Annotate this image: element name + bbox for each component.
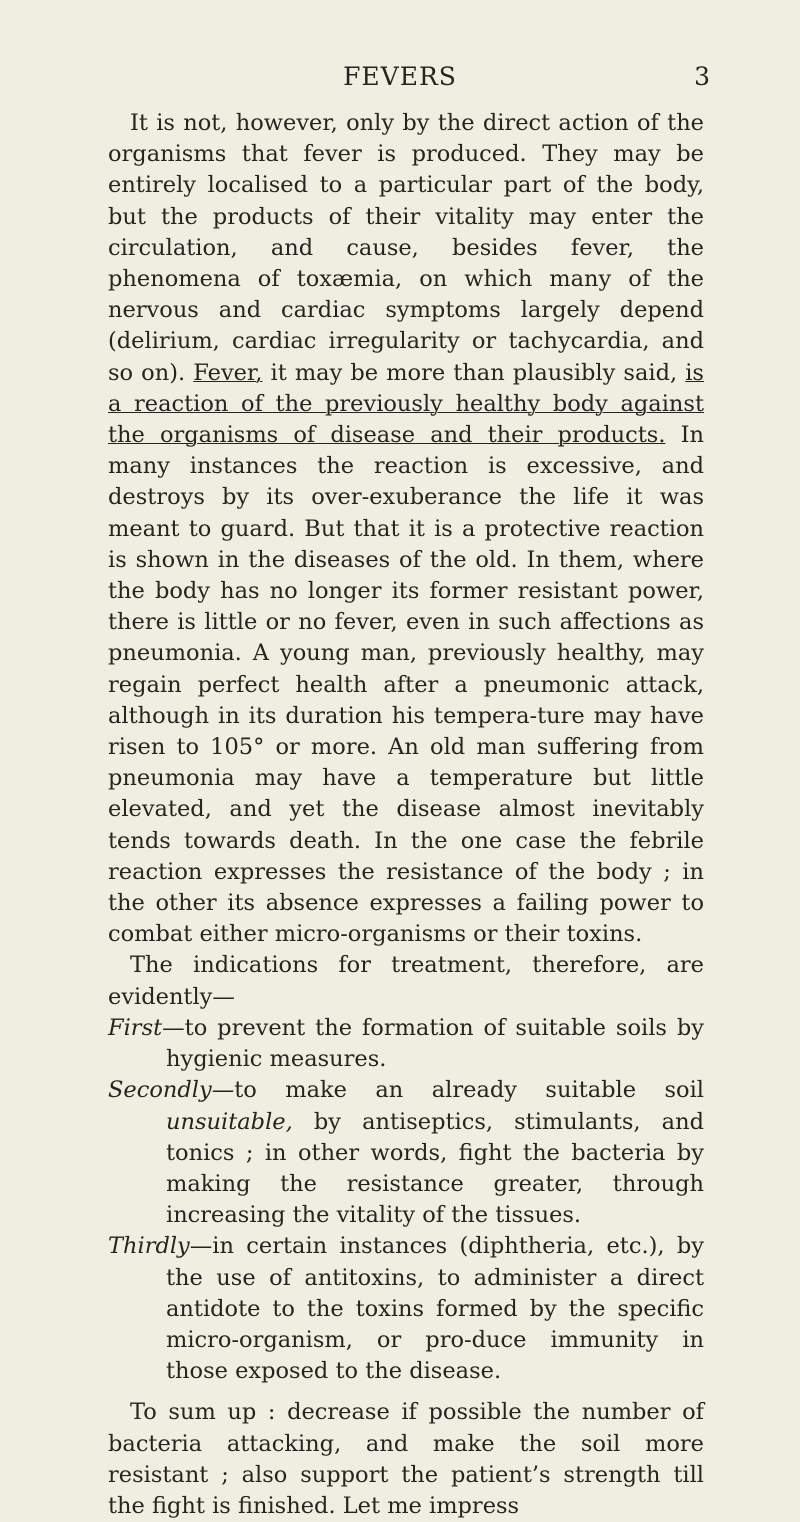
body-text [108, 108, 704, 1522]
paragraph-3: To sum up : decrease if possible the number of bacteria attacking, and make the soil more resistant ; also support the patient’s strength till the fight is finished. Let me impress [108, 1399, 704, 1519]
item-text: —in certain instances (diphtheria, etc.), by the use of antitoxins, to administer a direct antidote to the toxins formed by the specific micro-organism, or pro-duce immunity in those exposed to the disease. [166, 1233, 704, 1385]
paragraph-1-mid: it may be more than plausibly said, [262, 359, 678, 386]
item-lead: Secondly [108, 1077, 212, 1104]
item-lead: Thirdly [108, 1233, 190, 1260]
item-text: by antiseptics, stimulants, and tonics ; in other words, fight the bacteria by making the resistance greater, through increasing the vitality of the tissues. [166, 1108, 704, 1229]
paragraph-1-end: In many instances the reaction is excessive, and destroys by its over-exuberance the life it was meant to guard. But that it is a protective reaction is shown in the diseases of the old. In them, where the body has no longer its former resistant power, there is little or no fever, even in such affections as pneumonia. A young man, previously healthy, may regain perfect health after a pneumonic attack, although in its duration his tempera-ture may have risen to 105° or more. An old man suffering from pneumonia may have a temperature but little elevated, and yet the disease almost inevitably tends towards death. In the one case the febrile reaction expresses the resistance of the body ; in the other its absence expresses a failing power to combat either micro-organisms or their toxins. [108, 422, 705, 948]
page-number: 3 [694, 62, 710, 91]
paragraph-1 [108, 108, 704, 950]
underlined-phrase: is a reaction of the previously healthy body against the organisms of disease and their products. [108, 359, 704, 449]
item-lead: First [108, 1014, 163, 1041]
paragraph-2: The indications for treatment, therefore, are evidently— [108, 952, 704, 1010]
item-emphasis: unsuitable, [166, 1108, 293, 1135]
item-text: —to make an already suitable soil [211, 1077, 704, 1104]
running-header [0, 62, 800, 98]
list-item-first [108, 1013, 704, 1075]
header-title: FEVERS [343, 62, 457, 91]
paragraph-1-start: It is not, however, only by the direct action of the organisms that fever is produced. They may be entirely localised to a particular part of the body, but the products of their vitality may enter the circulation, and cause, besides fever, the phenomena of toxæmia, on which many of the nervous and cardiac symptoms largely depend (delirium, cardiac irregularity or tachycardia, and so on). [108, 110, 704, 386]
item-text: —to prevent the formation of suitable soils by hygienic measures. [162, 1014, 704, 1073]
underlined-word: Fever, [193, 359, 263, 386]
list-item-thirdly [108, 1231, 704, 1387]
list-item-secondly [108, 1075, 704, 1231]
